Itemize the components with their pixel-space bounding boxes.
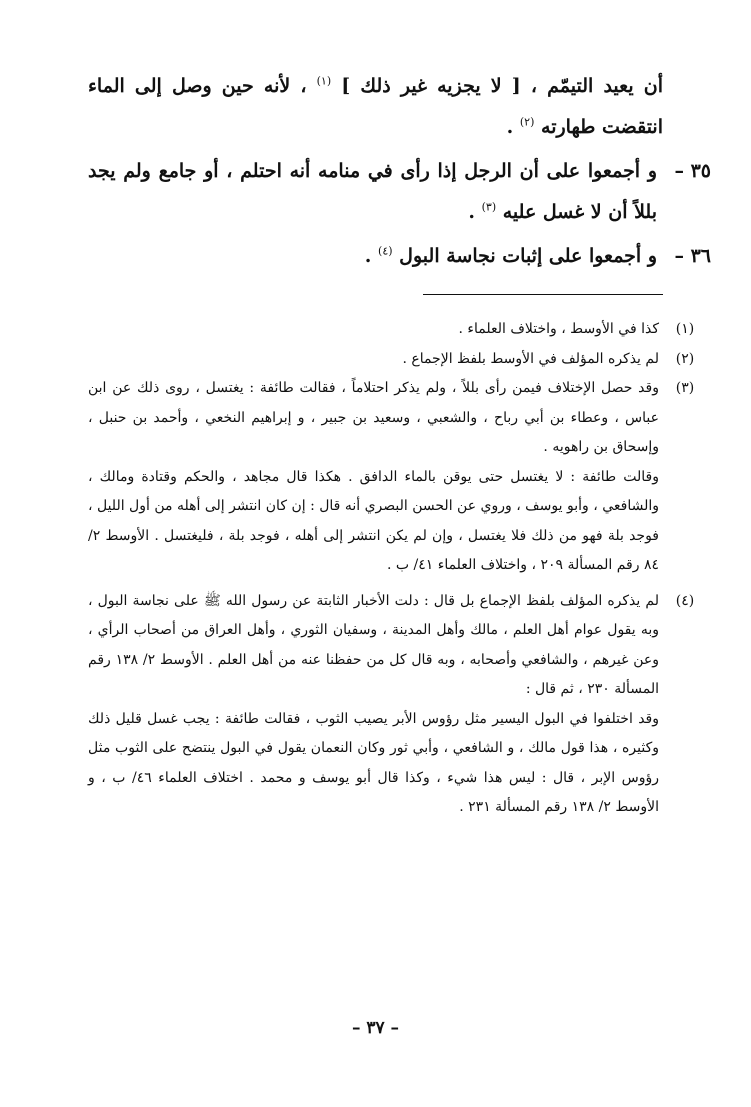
continuation-text-2: انتقضت طهارته [541, 116, 663, 138]
footnote-ref-2: (٢) [519, 115, 535, 129]
continuation-paragraph [88, 66, 663, 148]
footnote-ref-3: (٣) [481, 200, 497, 214]
footnote-paragraph: وقد حصل الإختلاف فيمن رأى بللاً ، ولم يذكر احتلاماً ، فقالت طائفة : يغتسل ، روى ذلك عن ابن عباس ، وعطاء بن أبي رباح ، والشعبي ، وسعيد بن جبير ، و إبراهيم النخعي ، وأحمد بن حنبل ، وإسحاق بن راهويه . [88, 380, 659, 455]
footnote-4 [88, 587, 695, 823]
footnote-paragraph: لم يذكره المؤلف بلفظ الإجماع بل قال : دلت الأخبار الثابتة عن رسول الله ﷺ على نجاسة البول ، وبه يقول عوام أهل العلم ، مالك وأهل المدينة ، وسفيان الثوري ، وأهل العراق من أصحاب الرأي ، وعن غيرهم ، والشافعي وأصحابه ، وبه قال كل من حفظنا عنه من أهل العلم . الأوسط ٢/ ١٣٨ رقم المسألة ٢٣٠ ، ثم قال : [88, 592, 659, 697]
footnote-paragraph: وقالت طائفة : لا يغتسل حتى يوقن بالماء الدافق . هكذا قال مجاهد ، والحكم وقتادة ومالك ، والشافعي ، وأبو يوسف ، وروي عن الحسن البصري أنه قال : إن كان انتشر إلى أهله من أول الليل ، فوجد بلة فهو من ذلك فلا يغتسل ، وإن لم يكن انتشر إلى أهله ، فوجد بلة ، فليغتسل . الأوسط ٢/ ٨٤ رقم المسألة ٢٠٩ ، واختلاف العلماء ٤١/ ب . [88, 468, 659, 573]
paragraph-36 [88, 236, 711, 277]
paragraph-text-36 [88, 236, 657, 277]
continuation-text-1b: ، لأنه حين وصل إلى الماء [88, 75, 307, 97]
footnote-ref-4: (٤) [378, 244, 393, 258]
paragraph-text-35 [88, 151, 657, 233]
footnote-1 [88, 315, 695, 345]
footnote-separator [423, 294, 663, 295]
continuation-text-1: أن يعيد التيمّم ، [ لا يجزيه غير ذلك ] [341, 75, 663, 97]
footnote-ref-1: (١) [316, 74, 332, 88]
footnotes [88, 315, 695, 823]
footnote-number: (٣) [675, 380, 695, 396]
footnote-body [88, 587, 667, 823]
footnote-body [88, 345, 667, 375]
footnote-number: (٤) [675, 592, 695, 609]
paragraph-number-36: ٣٦ – [674, 245, 711, 267]
continuation-end: . [506, 116, 514, 138]
footnote-number: (٢) [675, 350, 695, 367]
footnote-3 [88, 374, 695, 581]
footnote-body [88, 315, 667, 345]
paragraph-number-35: ٣٥ – [674, 160, 711, 182]
footnote-2 [88, 345, 695, 375]
footnote-body [88, 374, 667, 581]
footnote-paragraph: وقد اختلفوا في البول اليسير مثل رؤوس الأبر يصيب الثوب ، فقالت طائفة : يجب غسل قليل ذلك وكثيره ، هذا قول مالك ، و الشافعي ، وأبي ثور وكان النعمان يقول في البول ينتضح على الثوب مثل رؤوس الإبر ، قال : ليس هذا شيء ، وكذا قال أبو يوسف و محمد . اختلاف العلماء ٤٦/ ب ، و الأوسط ٢/ ١٣٨ رقم المسألة ٢٣١ . [88, 710, 659, 815]
paragraph-35-end: . [468, 201, 475, 223]
paragraph-36-end: . [364, 245, 372, 267]
main-text [88, 66, 711, 277]
page-number: – ٣٧ – [351, 1018, 400, 1038]
paragraph-35 [88, 151, 711, 233]
footnote-number: (١) [675, 321, 695, 337]
paragraph-35-body: و أجمعوا على أن الرجل إذا رأى في منامه أنه احتلم ، أو جامع ولم يجد بللاً أن لا غسل عليه [88, 160, 657, 223]
footnote-paragraph: كذا في الأوسط ، واختلاف العلماء . [458, 321, 659, 337]
paragraph-36-body: و أجمعوا على إثبات نجاسة البول [399, 245, 657, 267]
footnote-paragraph: لم يذكره المؤلف في الأوسط بلفظ الإجماع . [402, 350, 659, 367]
